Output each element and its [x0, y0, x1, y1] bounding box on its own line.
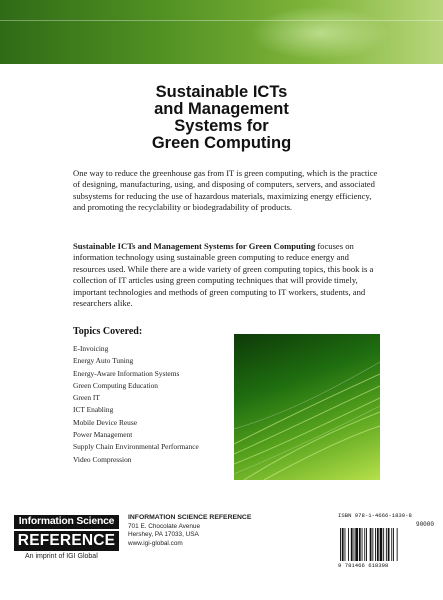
- topic-item: ICT Enabling: [73, 405, 114, 415]
- publisher-address-2: Hershey, PA 17033, USA: [128, 531, 199, 539]
- topic-item: Video Compression: [73, 454, 132, 464]
- barcode-bars: [338, 528, 434, 561]
- publisher-name: INFORMATION SCIENCE REFERENCE: [128, 514, 252, 521]
- topic-item: Green IT: [73, 393, 100, 403]
- band-glow: [250, 6, 390, 60]
- title-line-1: Sustainable ICTs: [155, 83, 288, 101]
- topic-item: Energy Auto Tuning: [73, 356, 134, 366]
- imprint-text: An imprint of IGI Global: [25, 553, 98, 560]
- isbn-barcode: [338, 512, 434, 569]
- publisher-address-1: 701 E. Chocolate Avenue: [128, 522, 201, 530]
- logo-line-1: Information Science: [14, 515, 119, 529]
- topic-item: Green Computing Education: [73, 380, 158, 390]
- topics-heading: Topics Covered:: [73, 326, 143, 337]
- book-title: [60, 84, 383, 152]
- publisher-info: [128, 514, 251, 548]
- topic-item: E-Invoicing: [73, 344, 109, 353]
- topic-item: Energy-Aware Information Systems: [73, 368, 180, 378]
- topic-item: Supply Chain Environmental Performance: [73, 442, 199, 452]
- top-green-band: [0, 0, 443, 64]
- price-code: 90000: [415, 521, 434, 528]
- description-paragraph-2: [73, 241, 378, 309]
- paragraph-2-bold-title: Sustainable ICTs and Management Systems for Green Computing: [73, 241, 316, 251]
- topics-list: [73, 343, 199, 466]
- isbn-text: ISBN 978-1-4666-1839-8: [338, 512, 412, 519]
- title-line-2: and Management: [154, 100, 289, 118]
- light-streaks: [234, 334, 380, 480]
- publisher-logo: [14, 515, 119, 551]
- green-abstract-image: [234, 334, 380, 480]
- title-line-4: Green Computing: [151, 134, 292, 152]
- paragraph-2-text: focuses on information technology using sustainable green computing to reduce energy and resources used. While there are a wide variety of green computing topics, this book is a collection of IT articles using green computing techniques that will provide timely, important technologies and methods of green computing to IT workers, students, and researchers alike.: [73, 241, 374, 309]
- logo-line-2: REFERENCE: [14, 531, 119, 551]
- topic-item: Mobile Device Reuse: [73, 417, 138, 427]
- description-paragraph-1: One way to reduce the greenhouse gas from IT is green computing, which is the practice of designing, manufacturing, using, and disposing of computers, servers, and associated subsystems for reducing the use of hazardous materials, maximizing energy efficiency, and promoting the recyclability or biodegradability of products.: [73, 168, 378, 213]
- topic-item: Power Management: [73, 430, 133, 440]
- title-line-3: Systems for: [174, 117, 269, 135]
- barcode-number: 9 781466 618398: [338, 562, 389, 569]
- publisher-website: www.igi-global.com: [128, 539, 183, 547]
